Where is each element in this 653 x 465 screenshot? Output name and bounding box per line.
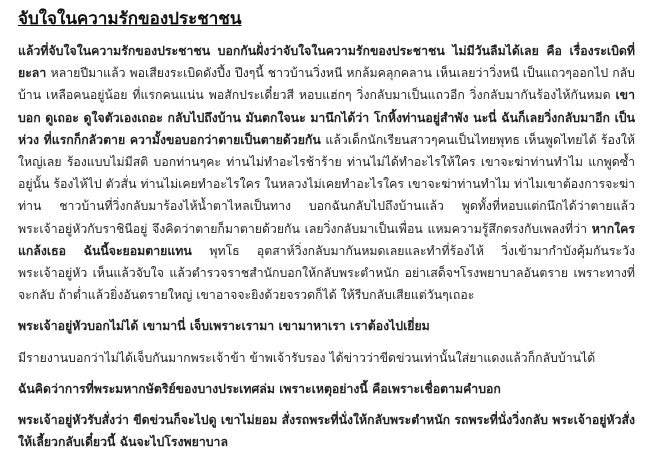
paragraph-3: มีรายงานบอกว่าไม่ได้เจ็บกันมากพระเจ้าข้า ข้าพเจ้ารับรอง ได้ข่าวว่าขีดข่วนเท่านั้นใส่ยาแดงแล้วก็กลับบ้านได้ — [18, 350, 596, 365]
main-segment-1: แล้วที่จับใจในความรักของประชาชน บอกกันฝั่งว่าจับใจในความรักของประชาชน ไม่มีวันลืมได้เลย คือ เรื่องระเบิดที่ยะลา — [18, 44, 635, 81]
main-segment-3: เขาบอก ดูเถอะ ดูใจตัวเองเถอะ กลับไปถึงบ้าน มันตกใจนะ มานึกได้ว่า โกหิ้งท่านอยู่สำพัง นะนี่ ฉันก็เลยวิ่งกลับมาอีก เป็นห่วง ที่แรกก็กลัวตาย ความั้งขอบอกว่าตายเป็นตายด้วยกัน — [18, 88, 635, 147]
main-segment-6: พุทโธ อุตสาห์วิ่งกลับมากันหมดเลยและทำที่ร้องไห้ วิ่งเข้ามากำบังคุ้มกันระวังพระเจ้าอยู่หัว เห็นแล้วจับใจ แล้วตำรวจราชสำนักบอกให้กลับพระตำหนัก อย่าเสด็จฯโรงพยาบาลอันตราย เพราะทางที่จะกลับ ถ้าต่ำแล้วยิ่งอันตรายใหญ่ เขาอาจจะยิงด้วยจรวดก็ได้ ให้รีบกลับเสียแต่วันๆเถอะ — [18, 243, 636, 303]
main-segment-4: แล้วเด็กนักเรียนสาวๆคนเป็นไทยพุทธ เห็นพูดไทยได้ ร้องให้ใหญ่เลย ร้องแบบไม่มีสติ บอกท่านๆคะ ท่านไม่ทำอะไรช้าร้าย ท่านไม่ได้ทำอะไรให้ใคร เขาจะฆ่าท่านทำไม แกพูดซ้ำอยู่นั้น ร้องไห้ไป ตัวสั่น ท่านไม่เคยทำอะไรใคร ในหลวงไม่เคยทำอะไรใคร เขาจะฆ่าท่านทำไม ท่าไมเขาต้องการจะฆ่าท่าน ชาวบ้านที่วิ่งกลับมาร้องไห้น้ำตาไหลเป็นทาง บอกฉันกลับไปถึงบ้านแล้ว พูดทั้งที่หอบแต่กนึกได้ว่าตายแล้ว พระเจ้าอยู่หัวกับราชินีอยู่ จึงคิดว่าตายก็มาตายด้วยกัน เลยวิ่งกลับมาเป็นเพื่อน แหมความรู้สึกตรงกับเพลงที่ว่า — [18, 132, 635, 236]
main-segment-2: หลายปีมาแล้ว พอเสียงระเบิดดังปึ้ง ปึงๆนี้ ชาวบ้านวิ่งหนี หกล้มคลุกคลาน เห็นเลยว่าวิ่งหนี เป็นแถวๆออกไป กลับบ้าน เหลือคนอยู่น้อย ที่แรกคนแน่น พอสักประเดี๋ยวสี หอบแฮ่กๆ วิ่งกลับมาเป็นแถวอีก วิ่งกลับมากันร้องไห้กันหมด — [18, 66, 635, 103]
page-title: จับใจในความรักของประชาชน — [18, 9, 242, 29]
main-segment-5: หากใครแกล้งเธอ ฉันนี้จะยอมตายแทน — [18, 221, 635, 258]
paragraph-4: ฉันคิดว่าการที่พระมหากษัตริย์ของบางประเทศล่ม เพราะเหตุอย่างนี้ คือเพราะเชื่อตามคำบอก — [18, 381, 501, 396]
paragraph-5: พระเจ้าอยู่หัวรับสั่งว่า ขีดข่วนก็จะไปดู เขาไม่ยอม สั่งรถพระที่นั่งให้กลับพระตำหนัก รถพระที่นั่งวิ่งกลับ พระเจ้าอยู่หัวสั่งให้เลี้ยวกลับเดี๋ยวนี้ ฉันจะไปโรงพยาบาล — [18, 413, 635, 450]
paragraph-2: พระเจ้าอยู่หัวบอกไม่ได้ เขามานี่ เจ็บเพราะเรามา เขามาหาเรา เราต้องไปเยี่ยม — [18, 319, 430, 334]
main-paragraph — [18, 40, 635, 306]
